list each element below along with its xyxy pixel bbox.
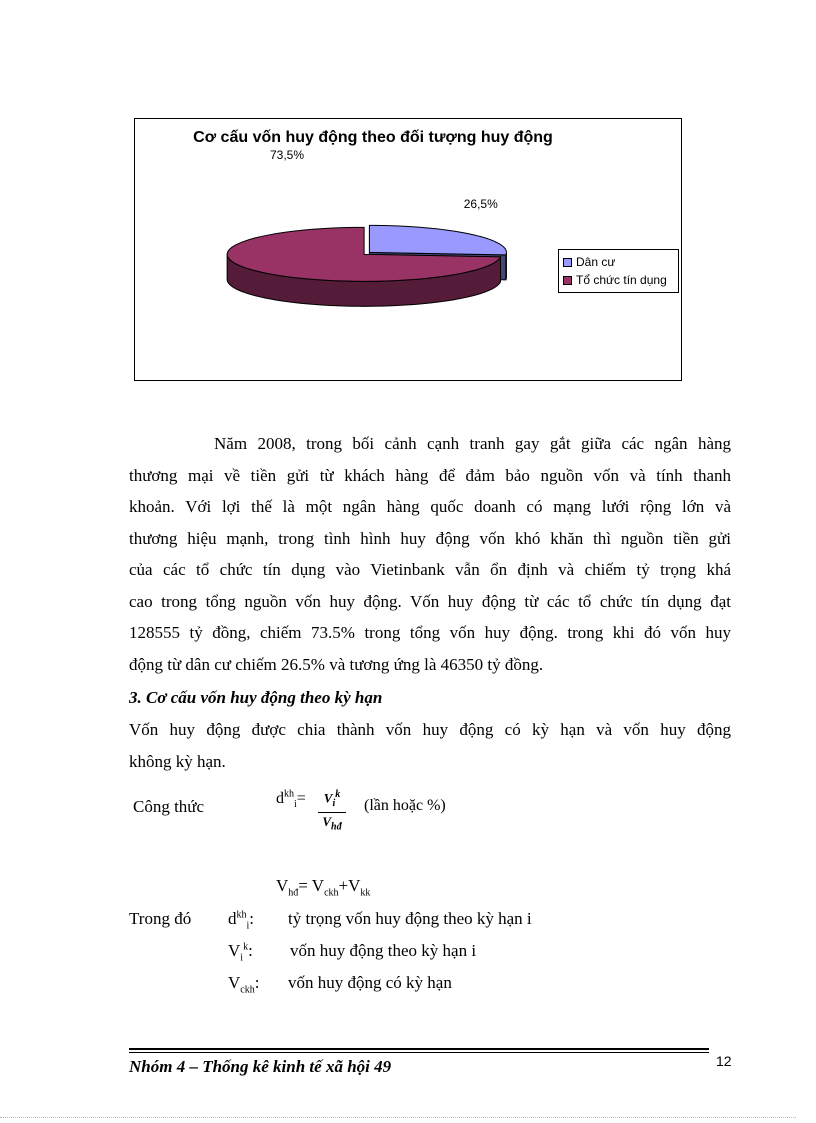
legend-item-to-chuc-tin-dung xyxy=(563,271,674,289)
total-formula: $V_{hđ}= V_{ckh}+V_{kk}$ xyxy=(276,876,371,899)
formula-unit: (lần hoặc %) xyxy=(364,797,446,814)
section-heading: 3. Cơ cấu vốn huy động theo kỳ hạn xyxy=(129,688,383,707)
formula-numerator: $V_i^k$ xyxy=(318,786,346,813)
pie-chart xyxy=(134,118,682,381)
definition-symbol: $d^{kh}_i$: xyxy=(228,909,255,932)
footer-rule xyxy=(129,1052,709,1053)
formula-denominator: $V_{hđ}$ xyxy=(322,813,342,833)
legend-swatch-dan-cu xyxy=(563,258,572,267)
legend-item-dan-cu xyxy=(563,253,674,271)
definition-symbol: $V_i^k$: xyxy=(228,941,253,964)
chart-legend xyxy=(558,249,679,293)
page-edge-divider xyxy=(0,1117,796,1118)
legend-label-dan-cu: Dân cư xyxy=(576,255,616,269)
footer-rule xyxy=(129,1048,709,1050)
data-label-dan-cu: 26,5% xyxy=(463,196,498,211)
paragraph-line: 128555 tỷ đồng, chiếm 73.5% trong tổng vốn huy động. trong khi đó vốn huy xyxy=(129,623,731,642)
paragraph-line: cao trong tổng nguồn vốn huy động. Vốn huy động từ các tổ chức tín dụng đạt xyxy=(129,591,731,611)
footer-text: Nhóm 4 – Thống kê kinh tế xã hội 49 xyxy=(129,1057,392,1076)
formula-label: Công thức xyxy=(133,797,205,816)
data-label-to-chuc-tin-dung: 73,5% xyxy=(269,148,304,163)
definitions-label: Trong đó xyxy=(129,909,192,928)
legend-swatch-to-chuc-tin-dung xyxy=(563,276,572,285)
chart-title: Cơ cấu vốn huy động theo đối tượng huy động xyxy=(193,129,553,146)
definition-text: tỷ trọng vốn huy động theo kỳ hạn i xyxy=(288,909,532,928)
definition-text: vốn huy động có kỳ hạn xyxy=(288,973,452,992)
paragraph-line: thương mại về tiền gửi từ khách hàng để đảm bảo nguồn vốn và tính thanh xyxy=(129,465,731,485)
paragraph-line: khoản. Với lợi thế là một ngân hàng quốc doanh có mạng lưới rộng lớn và xyxy=(129,497,731,516)
formula xyxy=(276,789,446,833)
section-intro-line: không kỳ hạn. xyxy=(129,752,226,771)
paragraph-line: Năm 2008, trong bối cảnh cạnh tranh gay gắt giữa các ngân hàng xyxy=(214,434,731,453)
pie-slice-top-0 xyxy=(369,225,506,255)
section-intro-line: Vốn huy động được chia thành vốn huy động có kỳ hạn và vốn huy động xyxy=(129,720,731,739)
paragraph-line: thương hiệu mạnh, trong tình hình huy động vốn khó khăn thì nguồn tiền gửi xyxy=(129,528,731,548)
formula-lhs: $d^{kh}_i=$ xyxy=(276,789,306,811)
page-number: 12 xyxy=(716,1053,732,1069)
definition-text: vốn huy động theo kỳ hạn i xyxy=(290,941,477,960)
definition-symbol: $V_{ckh}$: xyxy=(228,973,260,996)
paragraph-line: của các tổ chức tín dụng vào Vietinbank vẫn ổn định và chiếm tỷ trọng khá xyxy=(129,560,731,579)
body-paragraph xyxy=(129,428,731,680)
formula-fraction xyxy=(318,786,346,837)
legend-label-to-chuc-tin-dung: Tổ chức tín dụng xyxy=(576,273,667,287)
paragraph-line: động từ dân cư chiếm 26.5% và tương ứng là 46350 tỷ đồng. xyxy=(129,654,544,674)
